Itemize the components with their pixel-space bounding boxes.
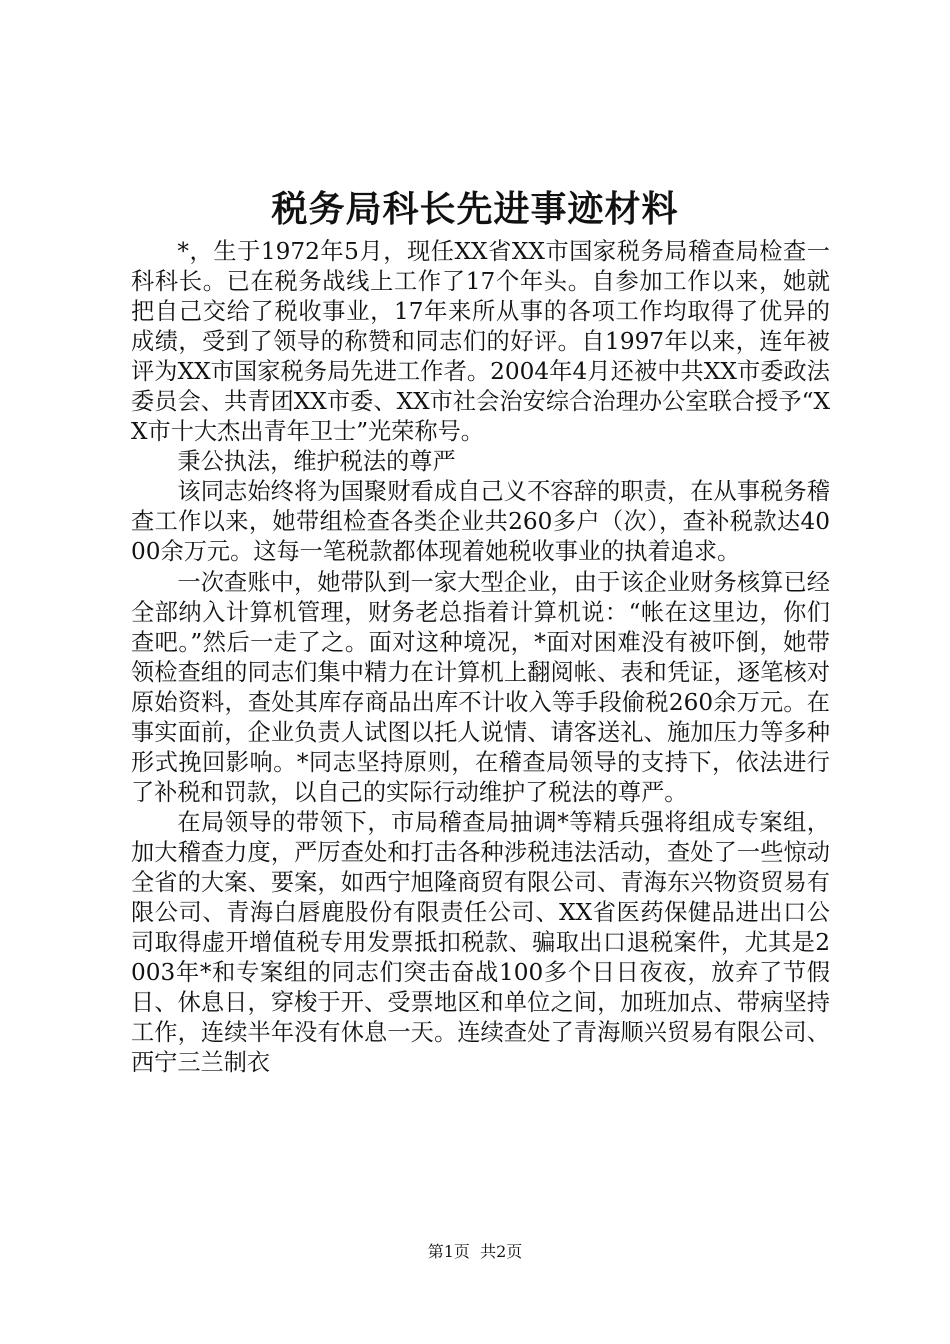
- document-title: 税务局科长先进事迹材料: [271, 188, 679, 230]
- section-heading: 秉公执法，维护税法的尊严: [177, 448, 456, 476]
- paragraph-tax-audit-record: 该同志始终将为国聚财看成自己义不容辞的职责，在从事税务稽查工作以来，她带组检查各类企业共260多户（次），查补税款达4000余万元。这每一笔税款都体现着她税收事业的执着追求。: [131, 478, 830, 566]
- paragraph-intro: *，生于1972年5月，现任XX省XX市国家税务局稽查局检查一科科长。已在税务战线上工作了17个年头。自参加工作以来，她就把自己交给了税收事业，17年来所从事的各项工作均取得了优异的成绩，受到了领导的称赞和同志们的好评。自1997年以来，连年被评为XX市国家税务局先进工作者。2004年4月还被中共XX市委政法委员会、共青团XX市委、XX市社会治安综合治理办公室联合授予“XX市十大杰出青年卫士”光荣称号。: [131, 238, 830, 446]
- page-footer: 第1页 共2页: [427, 1242, 523, 1261]
- paragraph-special-task-force: 在局领导的带领下，市局稽查局抽调*等精兵强将组成专案组，加大稽查力度，严厉查处和打击各种涉税违法活动，查处了一些惊动全省的大案、要案，如西宁旭隆商贸有限公司、青海东兴物资贸易有限公司、青海白唇鹿股份有限责任公司、XX省医药保健品进出口公司取得虚开增值税专用发票抵扣税款、骗取出口退税案件，尤其是2003年*和专案组的同志们突击奋战100多个日日夜夜，放弃了节假日、休息日，穿梭于开、受票地区和单位之间，加班加点、带病坚持工作，连续半年没有休息一天。连续查处了青海顺兴贸易有限公司、西宁三兰制衣: [131, 808, 830, 1077]
- document-body: [131, 237, 830, 1078]
- paragraph-audit-case: 一次查账中，她带队到一家大型企业，由于该企业财务核算已经全部纳入计算机管理，财务老总指着计算机说：“帐在这里边，你们查吧。”然后一走了之。面对这种境况，*面对困难没有被吓倒，她带领检查组的同志们集中精力在计算机上翻阅帐、表和凭证，逐笔核对原始资料，查处其库存商品出库不计收入等手段偷税260余万元。在事实面前，企业负责人试图以托人说情、请客送礼、施加压力等多种形式挽回影响。*同志坚持原则，在稽查局领导的支持下，依法进行了补税和罚款，以自己的实际行动维护了税法的尊严。: [131, 568, 830, 806]
